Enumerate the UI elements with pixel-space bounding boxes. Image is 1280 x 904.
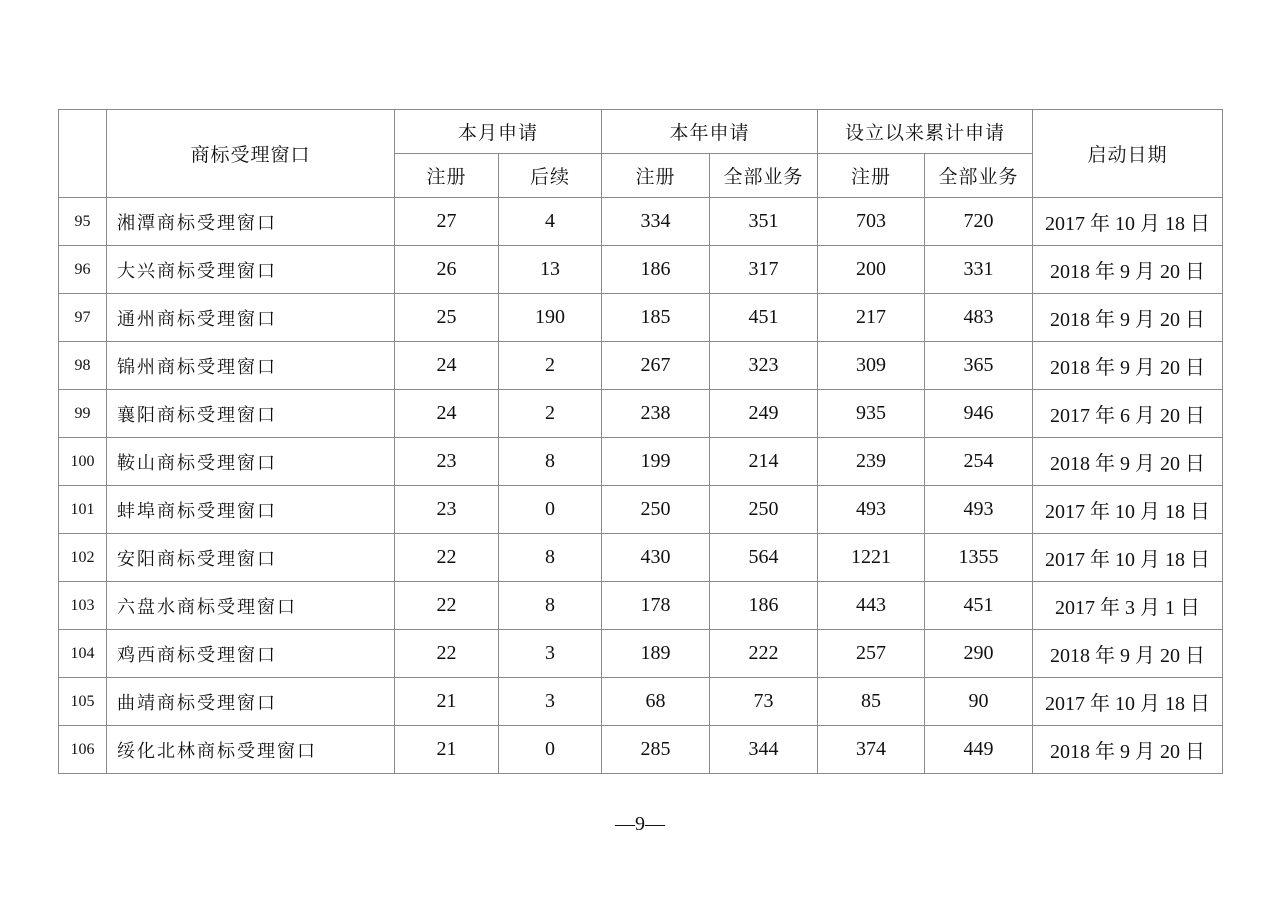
cell-index: 104 bbox=[59, 630, 107, 678]
cell-index: 105 bbox=[59, 678, 107, 726]
cell-month-followup: 2 bbox=[499, 390, 602, 438]
cell-cumulative-all: 946 bbox=[925, 390, 1033, 438]
cell-year-all: 564 bbox=[710, 534, 818, 582]
cell-year-all: 317 bbox=[710, 246, 818, 294]
table-row bbox=[59, 246, 1223, 294]
header-window: 商标受理窗口 bbox=[107, 110, 395, 198]
cell-year-register: 199 bbox=[602, 438, 710, 486]
cell-index: 99 bbox=[59, 390, 107, 438]
table-row bbox=[59, 534, 1223, 582]
header-cumulative-group: 设立以来累计申请 bbox=[818, 110, 1033, 154]
cell-cumulative-all: 493 bbox=[925, 486, 1033, 534]
cell-month-followup: 13 bbox=[499, 246, 602, 294]
table-row bbox=[59, 342, 1223, 390]
cell-cumulative-register: 443 bbox=[818, 582, 925, 630]
table-body bbox=[59, 198, 1223, 774]
header-index bbox=[59, 110, 107, 198]
table-header bbox=[59, 110, 1223, 198]
cell-year-all: 249 bbox=[710, 390, 818, 438]
cell-month-followup: 3 bbox=[499, 630, 602, 678]
cell-start-date: 2018 年 9 月 20 日 bbox=[1033, 630, 1223, 678]
cell-cumulative-register: 935 bbox=[818, 390, 925, 438]
cell-month-register: 23 bbox=[395, 438, 499, 486]
cell-year-all: 222 bbox=[710, 630, 818, 678]
cell-index: 102 bbox=[59, 534, 107, 582]
cell-month-followup: 2 bbox=[499, 342, 602, 390]
cell-index: 101 bbox=[59, 486, 107, 534]
header-year-group: 本年申请 bbox=[602, 110, 818, 154]
cell-cumulative-register: 1221 bbox=[818, 534, 925, 582]
cell-window-name: 六盘水商标受理窗口 bbox=[107, 582, 395, 630]
cell-month-register: 24 bbox=[395, 390, 499, 438]
cell-start-date: 2017 年 6 月 20 日 bbox=[1033, 390, 1223, 438]
table-row bbox=[59, 582, 1223, 630]
cell-index: 96 bbox=[59, 246, 107, 294]
cell-month-followup: 4 bbox=[499, 198, 602, 246]
cell-month-register: 24 bbox=[395, 342, 499, 390]
cell-start-date: 2018 年 9 月 20 日 bbox=[1033, 438, 1223, 486]
cell-year-all: 73 bbox=[710, 678, 818, 726]
cell-month-register: 22 bbox=[395, 630, 499, 678]
cell-year-all: 214 bbox=[710, 438, 818, 486]
header-cumulative-register: 注册 bbox=[818, 154, 925, 198]
cell-month-followup: 0 bbox=[499, 486, 602, 534]
cell-index: 103 bbox=[59, 582, 107, 630]
cell-month-register: 25 bbox=[395, 294, 499, 342]
cell-year-register: 68 bbox=[602, 678, 710, 726]
cell-window-name: 鸡西商标受理窗口 bbox=[107, 630, 395, 678]
cell-cumulative-all: 365 bbox=[925, 342, 1033, 390]
cell-window-name: 大兴商标受理窗口 bbox=[107, 246, 395, 294]
cell-window-name: 鞍山商标受理窗口 bbox=[107, 438, 395, 486]
cell-window-name: 襄阳商标受理窗口 bbox=[107, 390, 395, 438]
cell-month-followup: 190 bbox=[499, 294, 602, 342]
cell-year-register: 185 bbox=[602, 294, 710, 342]
cell-year-register: 189 bbox=[602, 630, 710, 678]
table-row bbox=[59, 294, 1223, 342]
cell-month-followup: 8 bbox=[499, 438, 602, 486]
header-month-group: 本月申请 bbox=[395, 110, 602, 154]
cell-year-register: 178 bbox=[602, 582, 710, 630]
cell-month-register: 22 bbox=[395, 534, 499, 582]
header-row-top bbox=[59, 110, 1223, 154]
cell-cumulative-register: 217 bbox=[818, 294, 925, 342]
cell-window-name: 通州商标受理窗口 bbox=[107, 294, 395, 342]
cell-month-followup: 0 bbox=[499, 726, 602, 774]
cell-cumulative-register: 703 bbox=[818, 198, 925, 246]
cell-month-followup: 3 bbox=[499, 678, 602, 726]
cell-index: 95 bbox=[59, 198, 107, 246]
cell-window-name: 绥化北林商标受理窗口 bbox=[107, 726, 395, 774]
cell-cumulative-all: 290 bbox=[925, 630, 1033, 678]
cell-index: 100 bbox=[59, 438, 107, 486]
table-row bbox=[59, 390, 1223, 438]
cell-cumulative-register: 257 bbox=[818, 630, 925, 678]
cell-month-register: 23 bbox=[395, 486, 499, 534]
header-month-followup: 后续 bbox=[499, 154, 602, 198]
table-row bbox=[59, 678, 1223, 726]
cell-year-all: 186 bbox=[710, 582, 818, 630]
cell-year-register: 186 bbox=[602, 246, 710, 294]
cell-year-all: 344 bbox=[710, 726, 818, 774]
cell-cumulative-all: 331 bbox=[925, 246, 1033, 294]
cell-cumulative-register: 239 bbox=[818, 438, 925, 486]
cell-cumulative-register: 493 bbox=[818, 486, 925, 534]
cell-month-register: 21 bbox=[395, 726, 499, 774]
cell-cumulative-all: 483 bbox=[925, 294, 1033, 342]
cell-cumulative-all: 90 bbox=[925, 678, 1033, 726]
cell-year-register: 250 bbox=[602, 486, 710, 534]
table-row bbox=[59, 198, 1223, 246]
cell-window-name: 安阳商标受理窗口 bbox=[107, 534, 395, 582]
cell-year-all: 250 bbox=[710, 486, 818, 534]
header-year-register: 注册 bbox=[602, 154, 710, 198]
cell-cumulative-all: 254 bbox=[925, 438, 1033, 486]
cell-start-date: 2017 年 3 月 1 日 bbox=[1033, 582, 1223, 630]
cell-month-followup: 8 bbox=[499, 534, 602, 582]
cell-cumulative-all: 451 bbox=[925, 582, 1033, 630]
header-month-register: 注册 bbox=[395, 154, 499, 198]
header-year-all: 全部业务 bbox=[710, 154, 818, 198]
cell-cumulative-register: 85 bbox=[818, 678, 925, 726]
header-start-date: 启动日期 bbox=[1033, 110, 1223, 198]
cell-cumulative-register: 200 bbox=[818, 246, 925, 294]
cell-window-name: 湘潭商标受理窗口 bbox=[107, 198, 395, 246]
cell-cumulative-register: 309 bbox=[818, 342, 925, 390]
cell-year-register: 285 bbox=[602, 726, 710, 774]
cell-cumulative-all: 1355 bbox=[925, 534, 1033, 582]
cell-start-date: 2017 年 10 月 18 日 bbox=[1033, 486, 1223, 534]
cell-month-register: 26 bbox=[395, 246, 499, 294]
cell-window-name: 锦州商标受理窗口 bbox=[107, 342, 395, 390]
trademark-window-table bbox=[58, 109, 1223, 774]
cell-year-all: 351 bbox=[710, 198, 818, 246]
cell-start-date: 2018 年 9 月 20 日 bbox=[1033, 726, 1223, 774]
cell-index: 98 bbox=[59, 342, 107, 390]
table-row bbox=[59, 486, 1223, 534]
cell-start-date: 2018 年 9 月 20 日 bbox=[1033, 294, 1223, 342]
cell-month-register: 21 bbox=[395, 678, 499, 726]
cell-start-date: 2018 年 9 月 20 日 bbox=[1033, 246, 1223, 294]
table-row bbox=[59, 726, 1223, 774]
cell-month-register: 27 bbox=[395, 198, 499, 246]
cell-month-followup: 8 bbox=[499, 582, 602, 630]
page-number: —9— bbox=[615, 813, 665, 835]
cell-cumulative-all: 720 bbox=[925, 198, 1033, 246]
cell-cumulative-all: 449 bbox=[925, 726, 1033, 774]
cell-start-date: 2017 年 10 月 18 日 bbox=[1033, 678, 1223, 726]
cell-year-register: 430 bbox=[602, 534, 710, 582]
cell-year-register: 238 bbox=[602, 390, 710, 438]
cell-year-all: 323 bbox=[710, 342, 818, 390]
cell-month-register: 22 bbox=[395, 582, 499, 630]
cell-cumulative-register: 374 bbox=[818, 726, 925, 774]
cell-start-date: 2017 年 10 月 18 日 bbox=[1033, 198, 1223, 246]
cell-year-register: 267 bbox=[602, 342, 710, 390]
cell-index: 97 bbox=[59, 294, 107, 342]
cell-start-date: 2017 年 10 月 18 日 bbox=[1033, 534, 1223, 582]
cell-year-register: 334 bbox=[602, 198, 710, 246]
cell-window-name: 蚌埠商标受理窗口 bbox=[107, 486, 395, 534]
cell-index: 106 bbox=[59, 726, 107, 774]
table-row bbox=[59, 438, 1223, 486]
cell-window-name: 曲靖商标受理窗口 bbox=[107, 678, 395, 726]
cell-start-date: 2018 年 9 月 20 日 bbox=[1033, 342, 1223, 390]
header-cumulative-all: 全部业务 bbox=[925, 154, 1033, 198]
cell-year-all: 451 bbox=[710, 294, 818, 342]
table-row bbox=[59, 630, 1223, 678]
